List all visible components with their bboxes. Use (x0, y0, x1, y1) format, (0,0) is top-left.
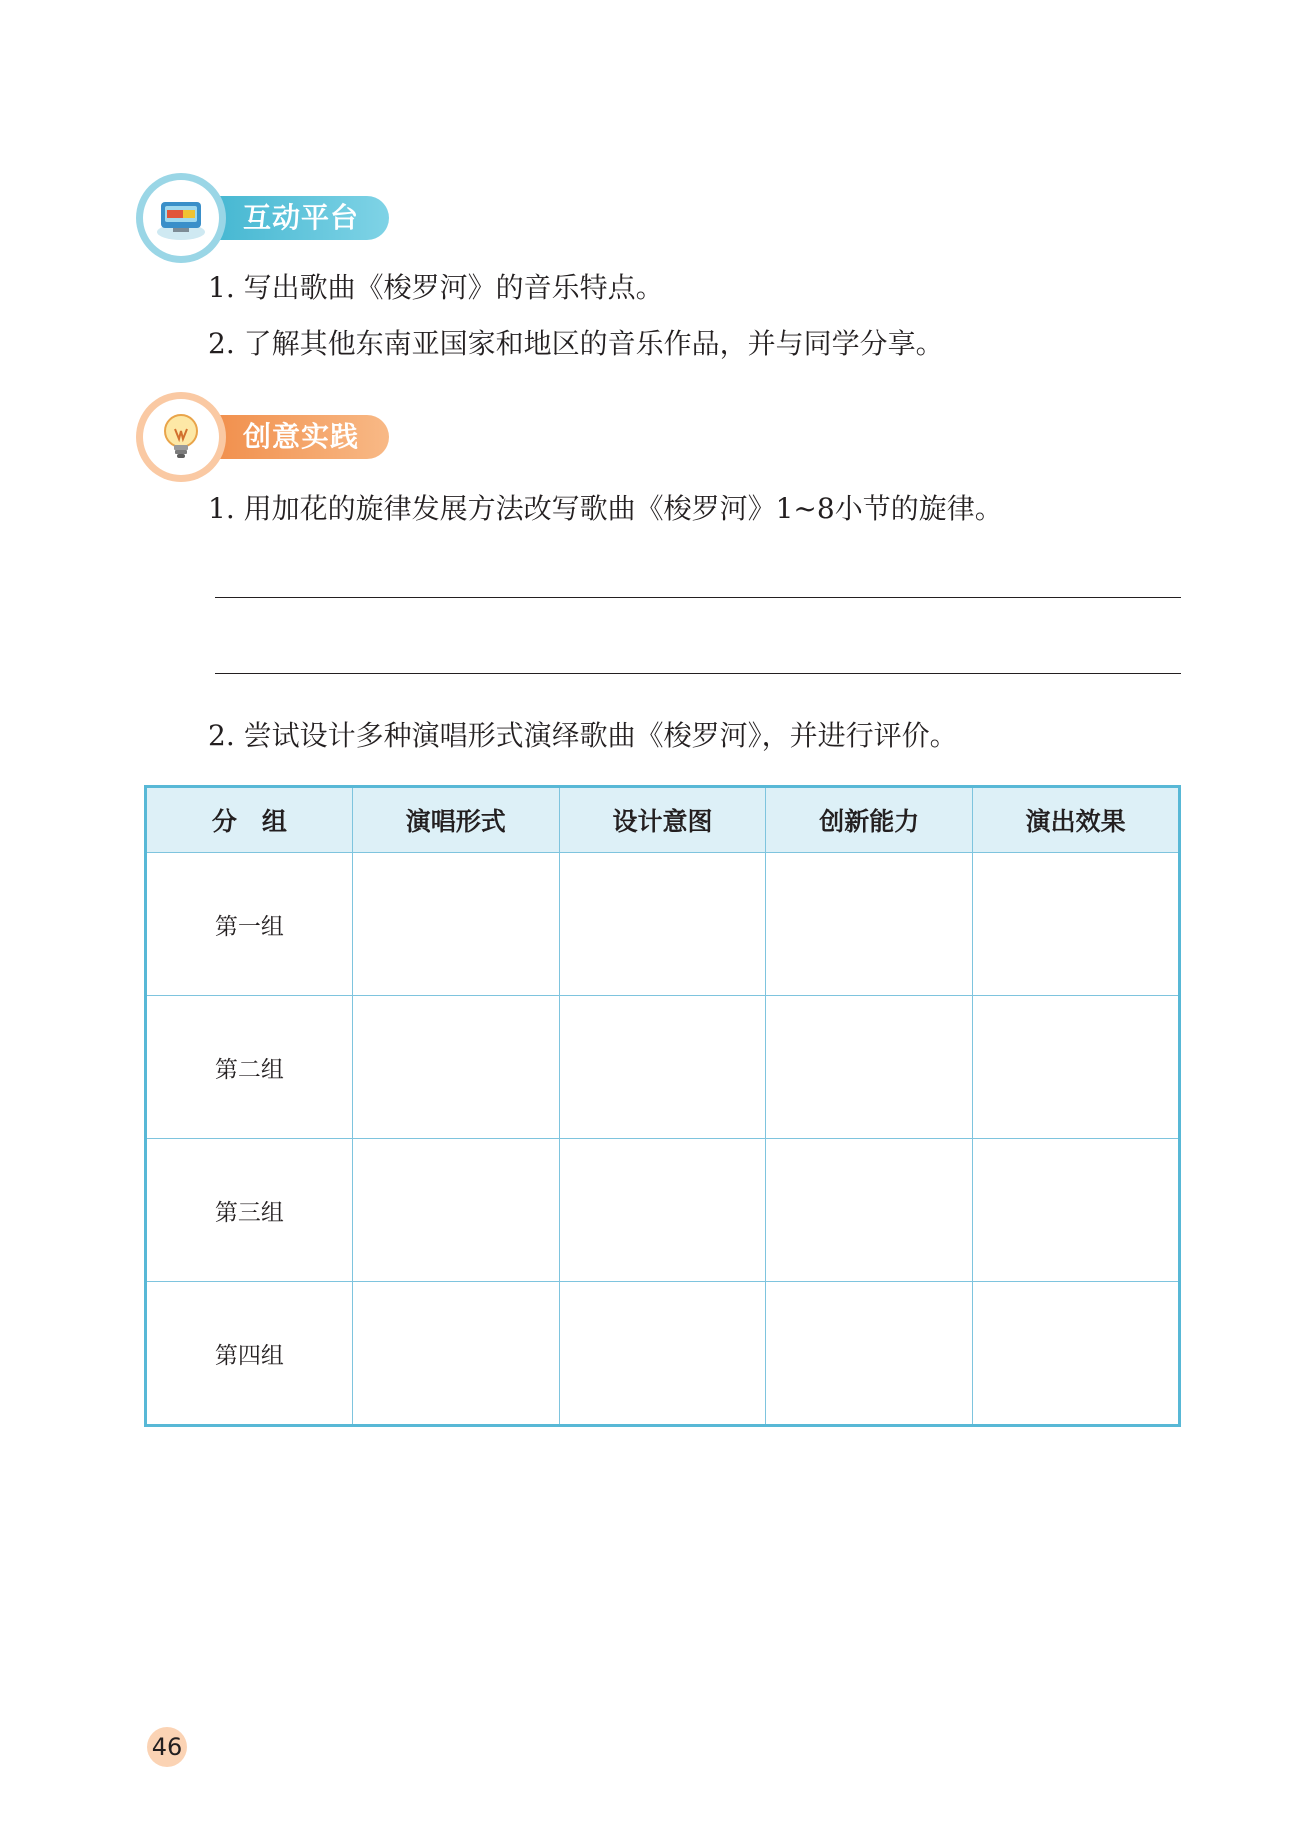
table-cell[interactable] (559, 853, 766, 996)
table-cell[interactable] (559, 996, 766, 1139)
table-cell[interactable] (352, 1282, 559, 1426)
answer-line[interactable] (215, 673, 1181, 674)
table-row (146, 853, 1180, 996)
table-cell[interactable] (766, 996, 973, 1139)
header-singing-form: 演唱形式 (352, 787, 559, 853)
section-badge-creative (143, 399, 393, 475)
interactive-item-2: 2. 了解其他东南亚国家和地区的音乐作品，并与同学分享。 (208, 327, 944, 360)
header-innovation: 创新能力 (766, 787, 973, 853)
section-badge-interactive (143, 180, 393, 256)
table-cell[interactable] (973, 853, 1180, 996)
table-row (146, 996, 1180, 1139)
interactive-item-1: 1. 写出歌曲《梭罗河》的音乐特点。 (208, 271, 664, 304)
table-cell[interactable] (973, 996, 1180, 1139)
header-design-intent: 设计意图 (559, 787, 766, 853)
table-cell[interactable] (352, 1139, 559, 1282)
header-group: 分 组 (146, 787, 353, 853)
table-cell[interactable] (559, 1282, 766, 1426)
creative-item-1: 1. 用加花的旋律发展方法改写歌曲《梭罗河》1~8小节的旋律。 (208, 492, 1003, 525)
row-label: 第三组 (146, 1139, 353, 1282)
row-label: 第一组 (146, 853, 353, 996)
table-cell[interactable] (766, 1139, 973, 1282)
monitor-icon (143, 180, 219, 256)
table-cell[interactable] (973, 1139, 1180, 1282)
creative-item-2: 2. 尝试设计多种演唱形式演绎歌曲《梭罗河》，并进行评价。 (208, 719, 958, 752)
evaluation-table (144, 785, 1181, 1427)
table-cell[interactable] (559, 1139, 766, 1282)
row-label: 第二组 (146, 996, 353, 1139)
table-cell[interactable] (352, 853, 559, 996)
section-title-interactive: 互动平台 (243, 201, 360, 234)
table-row (146, 1282, 1180, 1426)
answer-line[interactable] (215, 597, 1181, 598)
table-header-row (146, 787, 1180, 853)
lightbulb-icon (143, 399, 219, 475)
table-cell[interactable] (766, 853, 973, 996)
row-label: 第四组 (146, 1282, 353, 1426)
table-row (146, 1139, 1180, 1282)
table-cell[interactable] (352, 996, 559, 1139)
page-number: 46 (147, 1727, 187, 1767)
table-cell[interactable] (973, 1282, 1180, 1426)
header-performance-effect: 演出效果 (973, 787, 1180, 853)
section-title-creative: 创意实践 (243, 420, 360, 453)
table-cell[interactable] (766, 1282, 973, 1426)
